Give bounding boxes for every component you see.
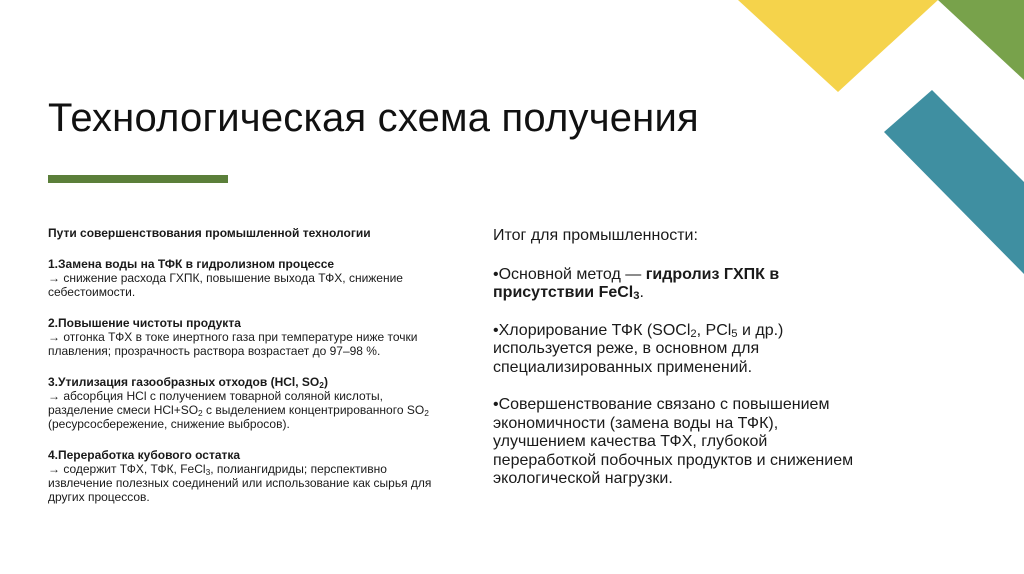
title-underline [48,175,228,183]
slide-title: Технологическая схема получения [48,96,699,140]
item-title: 3.Утилизация газообразных отходов (HCl, $SO_2$) [48,375,328,390]
improvement-item [48,257,448,299]
improvements-heading: Пути совершенствования промышленной технологии [48,226,371,240]
improvement-item [48,448,448,504]
yellow-triangle [738,0,938,92]
item-title: 1.Замена воды на ТФК в гидролизном процессе [48,257,335,271]
summary-point-improvement: •Совершенствование связано с повышением экономичности (замена воды на ТФК), улучшением качества ТФХ, глубокой переработкой побочных продуктов и снижением экологической нагрузки. [493,396,854,487]
summary-point-main-method: •Основной метод — гидролиз ГХПК в присутствии FeCl$_3$. [493,265,780,302]
item-text: → содержит ТФХ, ТФК, FeCl$_3$, полиангидриды; перспективно извлечение полезных соединений или использование как сырья для других процессов. [48,462,432,504]
green-triangle [938,0,1024,80]
improvement-item [48,316,448,358]
item-title: 4.Переработка кубового остатка [48,448,241,462]
item-text: → снижение расхода ГХПК, повышение выхода ТФХ, снижение себестоимости. [48,271,403,299]
summary-point-chlorination: •Хлорирование ТФК (SOCl$_2$, PCl$_5$ и др.) используется реже, в основном для специализированных применений. [493,321,784,376]
summary-heading: Итог для промышленности: [493,227,698,244]
item-text: → абсорбция HCl с получением товарной соляной кислоты, разделение смеси $HCl+SO_2$ с выделением концентрированного $SO_2$ (ресурсосбережение, снижение выбросов). [48,389,429,431]
industry-summary-column [493,227,873,508]
item-text: → отгонка ТФХ в токе инертного газа при температуре ниже точки плавления; прозрачность раствора возрастает до 97–98 %. [48,330,418,358]
improvement-item [48,375,448,431]
teal-band [884,90,1024,274]
improvements-column [48,226,448,521]
item-title: 2.Повышение чистоты продукта [48,316,241,330]
